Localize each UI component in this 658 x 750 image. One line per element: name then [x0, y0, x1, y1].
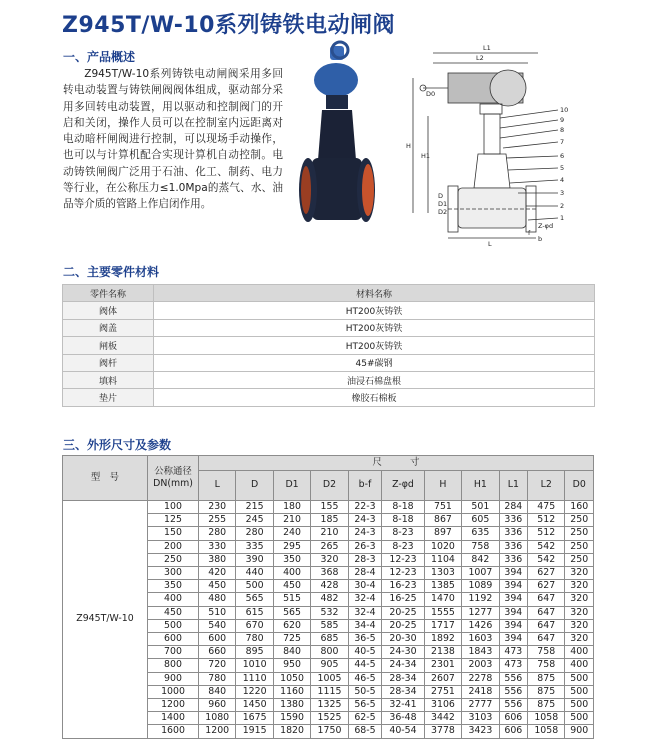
dim-label: f — [528, 229, 531, 237]
parts-row — [63, 337, 595, 354]
dim-cell: 320 — [565, 567, 594, 580]
dim-cell: 620 — [273, 619, 310, 632]
body-outline — [458, 188, 526, 228]
dn-cell: 1400 — [148, 712, 199, 725]
dim-cell: 20-25 — [382, 619, 425, 632]
dim-cell: 50-5 — [348, 685, 382, 698]
dn-cell: 200 — [148, 540, 199, 553]
dim-cell: 895 — [236, 646, 273, 659]
dims-subheader: D1 — [273, 471, 310, 501]
dim-cell: 1020 — [424, 540, 461, 553]
dim-cell: 556 — [499, 672, 527, 685]
dim-label: D2 — [438, 208, 448, 216]
dim-cell: 960 — [199, 699, 236, 712]
dn-cell: 1000 — [148, 685, 199, 698]
dim-cell: 68-5 — [348, 725, 382, 738]
dim-cell: 3106 — [424, 699, 461, 712]
dim-cell: 40-5 — [348, 646, 382, 659]
dim-cell: 758 — [528, 646, 565, 659]
dim-cell: 2003 — [462, 659, 499, 672]
dim-cell: 606 — [499, 725, 527, 738]
material-cell: 45#碳钢 — [154, 354, 595, 371]
dim-cell: 840 — [199, 685, 236, 698]
material-cell: HT200灰铸铁 — [154, 337, 595, 354]
dim-cell: 250 — [565, 540, 594, 553]
dim-cell: 1450 — [236, 699, 273, 712]
dim-cell: 473 — [499, 646, 527, 659]
dim-cell: 394 — [499, 619, 527, 632]
dim-cell: 501 — [462, 501, 499, 514]
dims-subheader: L2 — [528, 471, 565, 501]
dim-cell: 1200 — [199, 725, 236, 738]
dim-cell: 400 — [273, 567, 310, 580]
dim-cell: 542 — [528, 553, 565, 566]
dim-cell: 400 — [565, 646, 594, 659]
dim-label: b — [538, 235, 543, 243]
dim-label: L1 — [483, 44, 491, 52]
dim-cell: 875 — [528, 685, 565, 698]
dim-cell: 500 — [565, 685, 594, 698]
dim-cell: 336 — [499, 514, 527, 527]
dim-cell: 2278 — [462, 672, 499, 685]
dn-cell: 400 — [148, 593, 199, 606]
dim-cell: 473 — [499, 659, 527, 672]
dim-cell: 3442 — [424, 712, 461, 725]
parts-row — [63, 319, 595, 336]
dim-cell: 627 — [528, 580, 565, 593]
parts-table — [62, 284, 595, 407]
dim-cell: 565 — [273, 606, 310, 619]
dim-cell: 394 — [499, 593, 527, 606]
dim-cell: 780 — [236, 633, 273, 646]
dims-col-size: 尺 寸 — [199, 456, 594, 471]
dn-cell: 300 — [148, 567, 199, 580]
dim-cell: 320 — [565, 593, 594, 606]
dim-cell: 394 — [499, 567, 527, 580]
dim-cell: 840 — [273, 646, 310, 659]
dim-cell: 2607 — [424, 672, 461, 685]
dim-cell: 500 — [565, 699, 594, 712]
dim-cell: 500 — [236, 580, 273, 593]
dim-cell: 905 — [311, 659, 348, 672]
dim-cell: 1220 — [236, 685, 273, 698]
overview-text-block — [63, 66, 283, 213]
dim-cell: 32-4 — [348, 593, 382, 606]
dim-cell: 1915 — [236, 725, 273, 738]
dim-cell: 1892 — [424, 633, 461, 646]
dim-cell: 185 — [311, 514, 348, 527]
dims-subheader: D2 — [311, 471, 348, 501]
dim-cell: 368 — [311, 567, 348, 580]
part-number: 1 — [560, 214, 565, 222]
dim-cell: 250 — [565, 553, 594, 566]
dim-cell: 2777 — [462, 699, 499, 712]
dim-cell: 32-4 — [348, 606, 382, 619]
page-title: Z945T/W-10系列铸铁电动闸阀 — [62, 13, 395, 38]
dim-cell: 46-5 — [348, 672, 382, 685]
dim-cell: 635 — [462, 527, 499, 540]
dim-cell: 245 — [236, 514, 273, 527]
dim-cell: 265 — [311, 540, 348, 553]
dn-cell: 500 — [148, 619, 199, 632]
dim-cell: 670 — [236, 619, 273, 632]
dim-cell: 1089 — [462, 580, 499, 593]
dim-cell: 250 — [565, 527, 594, 540]
dn-cell: 900 — [148, 672, 199, 685]
dim-cell: 1820 — [273, 725, 310, 738]
dim-cell: 500 — [565, 712, 594, 725]
dims-subheader: Z-φd — [382, 471, 425, 501]
dim-cell: 1380 — [273, 699, 310, 712]
dn-cell: 350 — [148, 580, 199, 593]
dim-cell: 725 — [273, 633, 310, 646]
dim-cell: 3103 — [462, 712, 499, 725]
dim-cell: 12-23 — [382, 567, 425, 580]
dim-cell: 44-5 — [348, 659, 382, 672]
model-cell: Z945T/W-10 — [63, 501, 148, 739]
dim-cell: 1555 — [424, 606, 461, 619]
dn-cell: 250 — [148, 553, 199, 566]
part-name-cell: 阀盖 — [63, 319, 154, 336]
dims-subheader: L1 — [499, 471, 527, 501]
dim-cell: 605 — [462, 514, 499, 527]
parts-row — [63, 302, 595, 319]
dim-cell: 390 — [236, 553, 273, 566]
dim-label: L — [488, 240, 492, 248]
dim-cell: 1426 — [462, 619, 499, 632]
material-cell: 橡胶石棉板 — [154, 389, 595, 406]
dim-cell: 647 — [528, 619, 565, 632]
dim-cell: 647 — [528, 593, 565, 606]
dims-header-row — [63, 456, 594, 471]
dim-cell: 606 — [499, 712, 527, 725]
dim-cell: 647 — [528, 606, 565, 619]
dim-cell: 20-25 — [382, 606, 425, 619]
dim-cell: 336 — [499, 553, 527, 566]
dim-cell: 1110 — [236, 672, 273, 685]
dim-cell: 2418 — [462, 685, 499, 698]
dim-cell: 3778 — [424, 725, 461, 738]
dim-cell: 480 — [199, 593, 236, 606]
dim-cell: 24-3 — [348, 514, 382, 527]
dim-cell: 8-23 — [382, 540, 425, 553]
dim-cell: 565 — [236, 593, 273, 606]
dn-cell: 125 — [148, 514, 199, 527]
dim-cell: 1843 — [462, 646, 499, 659]
parts-row — [63, 371, 595, 388]
parts-col-part: 零件名称 — [63, 285, 154, 302]
dim-cell: 24-34 — [382, 659, 425, 672]
dim-cell: 336 — [499, 527, 527, 540]
dim-label: Z-φd — [538, 222, 554, 230]
dim-cell: 1007 — [462, 567, 499, 580]
part-number: 2 — [560, 202, 565, 210]
dim-cell: 950 — [273, 659, 310, 672]
dim-cell: 320 — [565, 580, 594, 593]
dim-cell: 280 — [236, 527, 273, 540]
dim-cell: 1470 — [424, 593, 461, 606]
overview-heading: 一、产品概述 — [63, 50, 136, 64]
part-number: 7 — [560, 138, 565, 146]
dim-cell: 36-5 — [348, 633, 382, 646]
dim-cell: 394 — [499, 580, 527, 593]
dim-cell: 2301 — [424, 659, 461, 672]
dimension-drawing — [388, 38, 588, 248]
dim-cell: 1277 — [462, 606, 499, 619]
dim-cell: 16-23 — [382, 580, 425, 593]
dim-cell: 320 — [565, 633, 594, 646]
dim-cell: 280 — [199, 527, 236, 540]
dim-cell: 875 — [528, 699, 565, 712]
dim-cell: 900 — [565, 725, 594, 738]
parts-col-material: 材料名称 — [154, 285, 595, 302]
dim-label: D0 — [426, 90, 436, 98]
dim-cell: 875 — [528, 672, 565, 685]
dim-cell: 758 — [528, 659, 565, 672]
part-number: 8 — [560, 126, 565, 134]
dim-cell: 8-18 — [382, 514, 425, 527]
dim-cell: 428 — [311, 580, 348, 593]
dim-cell: 1385 — [424, 580, 461, 593]
dim-cell: 1115 — [311, 685, 348, 698]
parts-row — [63, 354, 595, 371]
dim-cell: 515 — [273, 593, 310, 606]
dim-cell: 542 — [528, 540, 565, 553]
dim-label: D — [438, 192, 444, 200]
dim-cell: 210 — [311, 527, 348, 540]
dim-cell: 180 — [273, 501, 310, 514]
dim-cell: 897 — [424, 527, 461, 540]
dim-cell: 660 — [199, 646, 236, 659]
dim-cell: 3423 — [462, 725, 499, 738]
dim-cell: 450 — [199, 580, 236, 593]
dim-label: H — [406, 142, 411, 150]
dim-cell: 28-3 — [348, 553, 382, 566]
part-number: 10 — [560, 106, 569, 114]
dim-cell: 532 — [311, 606, 348, 619]
dim-cell: 34-4 — [348, 619, 382, 632]
dim-cell: 720 — [199, 659, 236, 672]
dim-cell: 1010 — [236, 659, 273, 672]
dim-cell: 1590 — [273, 712, 310, 725]
dim-cell: 585 — [311, 619, 348, 632]
flange-face — [362, 164, 374, 216]
dim-cell: 1160 — [273, 685, 310, 698]
dim-cell: 320 — [311, 553, 348, 566]
dn-cell: 100 — [148, 501, 199, 514]
actuator-body — [314, 63, 358, 97]
dim-cell: 1050 — [273, 672, 310, 685]
valve-photo — [296, 40, 378, 240]
dim-cell: 482 — [311, 593, 348, 606]
dim-cell: 24-30 — [382, 646, 425, 659]
dim-cell: 250 — [565, 514, 594, 527]
dim-cell: 28-4 — [348, 567, 382, 580]
dim-cell: 12-23 — [382, 553, 425, 566]
dim-cell: 330 — [199, 540, 236, 553]
dim-cell: 28-34 — [382, 672, 425, 685]
dim-cell: 320 — [565, 606, 594, 619]
dims-col-dn: 公称通径DN(mm) — [148, 456, 199, 501]
dim-cell: 420 — [199, 567, 236, 580]
part-number: 3 — [560, 189, 565, 197]
dim-cell: 1603 — [462, 633, 499, 646]
dim-cell: 320 — [565, 619, 594, 632]
dim-cell: 615 — [236, 606, 273, 619]
dims-subheader: H1 — [462, 471, 499, 501]
dim-cell: 627 — [528, 567, 565, 580]
part-number: 9 — [560, 116, 565, 124]
dim-cell: 394 — [499, 633, 527, 646]
dim-cell: 475 — [528, 501, 565, 514]
part-name-cell: 阀杆 — [63, 354, 154, 371]
dim-cell: 380 — [199, 553, 236, 566]
dim-cell: 685 — [311, 633, 348, 646]
dim-cell: 2751 — [424, 685, 461, 698]
dim-cell: 758 — [462, 540, 499, 553]
dn-cell: 700 — [148, 646, 199, 659]
dim-cell: 556 — [499, 685, 527, 698]
parts-header-row — [63, 285, 595, 302]
overview-paragraph: Z945T/W-10系列铸铁电动闸阀采用多回转电动装置与铸铁闸阀阀体组成，驱动部分采用多回转电动装置，用以驱动和控制阀门的开启和关闭，操作人员可以在控制室内远距离对电动暗杆闸阀进行控制，可以现场手动操作，也可以与计算机配合实现计算机自动控制。电动铸铁闸阀广泛用于石油、化工、制药、电力等行业，在公称压力≤1.0Mpa的蒸气、水、油品等介质的管路上作启闭作用。 — [63, 68, 283, 211]
dim-cell: 800 — [311, 646, 348, 659]
dim-cell: 36-48 — [382, 712, 425, 725]
dim-cell: 16-25 — [382, 593, 425, 606]
dim-cell: 400 — [565, 659, 594, 672]
dim-cell: 1104 — [424, 553, 461, 566]
dim-cell: 2138 — [424, 646, 461, 659]
dim-cell: 255 — [199, 514, 236, 527]
part-number: 5 — [560, 164, 565, 172]
dim-cell: 284 — [499, 501, 527, 514]
dim-cell: 1058 — [528, 725, 565, 738]
dim-cell: 867 — [424, 514, 461, 527]
dim-cell: 600 — [199, 633, 236, 646]
dim-cell: 160 — [565, 501, 594, 514]
dim-cell: 440 — [236, 567, 273, 580]
dim-label: H1 — [421, 152, 431, 160]
dim-cell: 230 — [199, 501, 236, 514]
dim-cell: 295 — [273, 540, 310, 553]
dims-table — [62, 455, 594, 739]
dim-cell: 22-3 — [348, 501, 382, 514]
dim-cell: 1325 — [311, 699, 348, 712]
dim-cell: 20-30 — [382, 633, 425, 646]
dims-heading: 三、外形尺寸及参数 — [63, 438, 172, 452]
dn-cell: 600 — [148, 633, 199, 646]
dims-subheader: H — [424, 471, 461, 501]
dim-cell: 1303 — [424, 567, 461, 580]
dims-subheader: D0 — [565, 471, 594, 501]
dim-cell: 780 — [199, 672, 236, 685]
material-cell: 油浸石棉盘根 — [154, 371, 595, 388]
dims-subheader: b-f — [348, 471, 382, 501]
dims-subheader: L — [199, 471, 236, 501]
dim-cell: 1675 — [236, 712, 273, 725]
dim-cell: 1192 — [462, 593, 499, 606]
part-name-cell: 填料 — [63, 371, 154, 388]
dim-cell: 30-4 — [348, 580, 382, 593]
dim-cell: 512 — [528, 514, 565, 527]
dim-cell: 1750 — [311, 725, 348, 738]
parts-heading: 二、主要零件材料 — [63, 265, 160, 279]
dim-cell: 510 — [199, 606, 236, 619]
dim-label: D1 — [438, 200, 448, 208]
dim-cell: 350 — [273, 553, 310, 566]
dim-cell: 210 — [273, 514, 310, 527]
dim-cell: 155 — [311, 501, 348, 514]
dim-cell: 1005 — [311, 672, 348, 685]
dim-cell: 240 — [273, 527, 310, 540]
dim-cell: 24-3 — [348, 527, 382, 540]
valve-bonnet — [318, 110, 356, 160]
dim-cell: 1717 — [424, 619, 461, 632]
parts-row — [63, 389, 595, 406]
part-number: 6 — [560, 152, 565, 160]
dn-cell: 450 — [148, 606, 199, 619]
dim-cell: 500 — [565, 672, 594, 685]
dim-cell: 215 — [236, 501, 273, 514]
dims-row — [63, 501, 594, 514]
dim-cell: 1058 — [528, 712, 565, 725]
dim-cell: 56-5 — [348, 699, 382, 712]
dim-cell: 28-34 — [382, 685, 425, 698]
dim-cell: 26-3 — [348, 540, 382, 553]
dn-cell: 800 — [148, 659, 199, 672]
dim-label: L2 — [476, 54, 484, 62]
dim-cell: 556 — [499, 699, 527, 712]
valve-body — [312, 158, 362, 220]
dim-cell: 32-41 — [382, 699, 425, 712]
part-name-cell: 阀体 — [63, 302, 154, 319]
dim-cell: 336 — [499, 540, 527, 553]
dim-cell: 62-5 — [348, 712, 382, 725]
dim-cell: 8-23 — [382, 527, 425, 540]
dim-cell: 1525 — [311, 712, 348, 725]
dim-cell: 512 — [528, 527, 565, 540]
dim-cell: 751 — [424, 501, 461, 514]
dn-cell: 1600 — [148, 725, 199, 738]
dim-cell: 8-18 — [382, 501, 425, 514]
material-cell: HT200灰铸铁 — [154, 302, 595, 319]
dims-col-model: 型 号 — [63, 456, 148, 501]
dim-cell: 647 — [528, 633, 565, 646]
dn-cell: 150 — [148, 527, 199, 540]
dim-cell: 540 — [199, 619, 236, 632]
dim-cell: 1080 — [199, 712, 236, 725]
dim-cell: 450 — [273, 580, 310, 593]
dim-cell: 394 — [499, 606, 527, 619]
dn-cell: 1200 — [148, 699, 199, 712]
part-name-cell: 闸板 — [63, 337, 154, 354]
dims-subheader: D — [236, 471, 273, 501]
dim-cell: 335 — [236, 540, 273, 553]
dim-cell: 842 — [462, 553, 499, 566]
part-name-cell: 垫片 — [63, 389, 154, 406]
part-number: 4 — [560, 176, 565, 184]
dim-cell: 40-54 — [382, 725, 425, 738]
material-cell: HT200灰铸铁 — [154, 319, 595, 336]
